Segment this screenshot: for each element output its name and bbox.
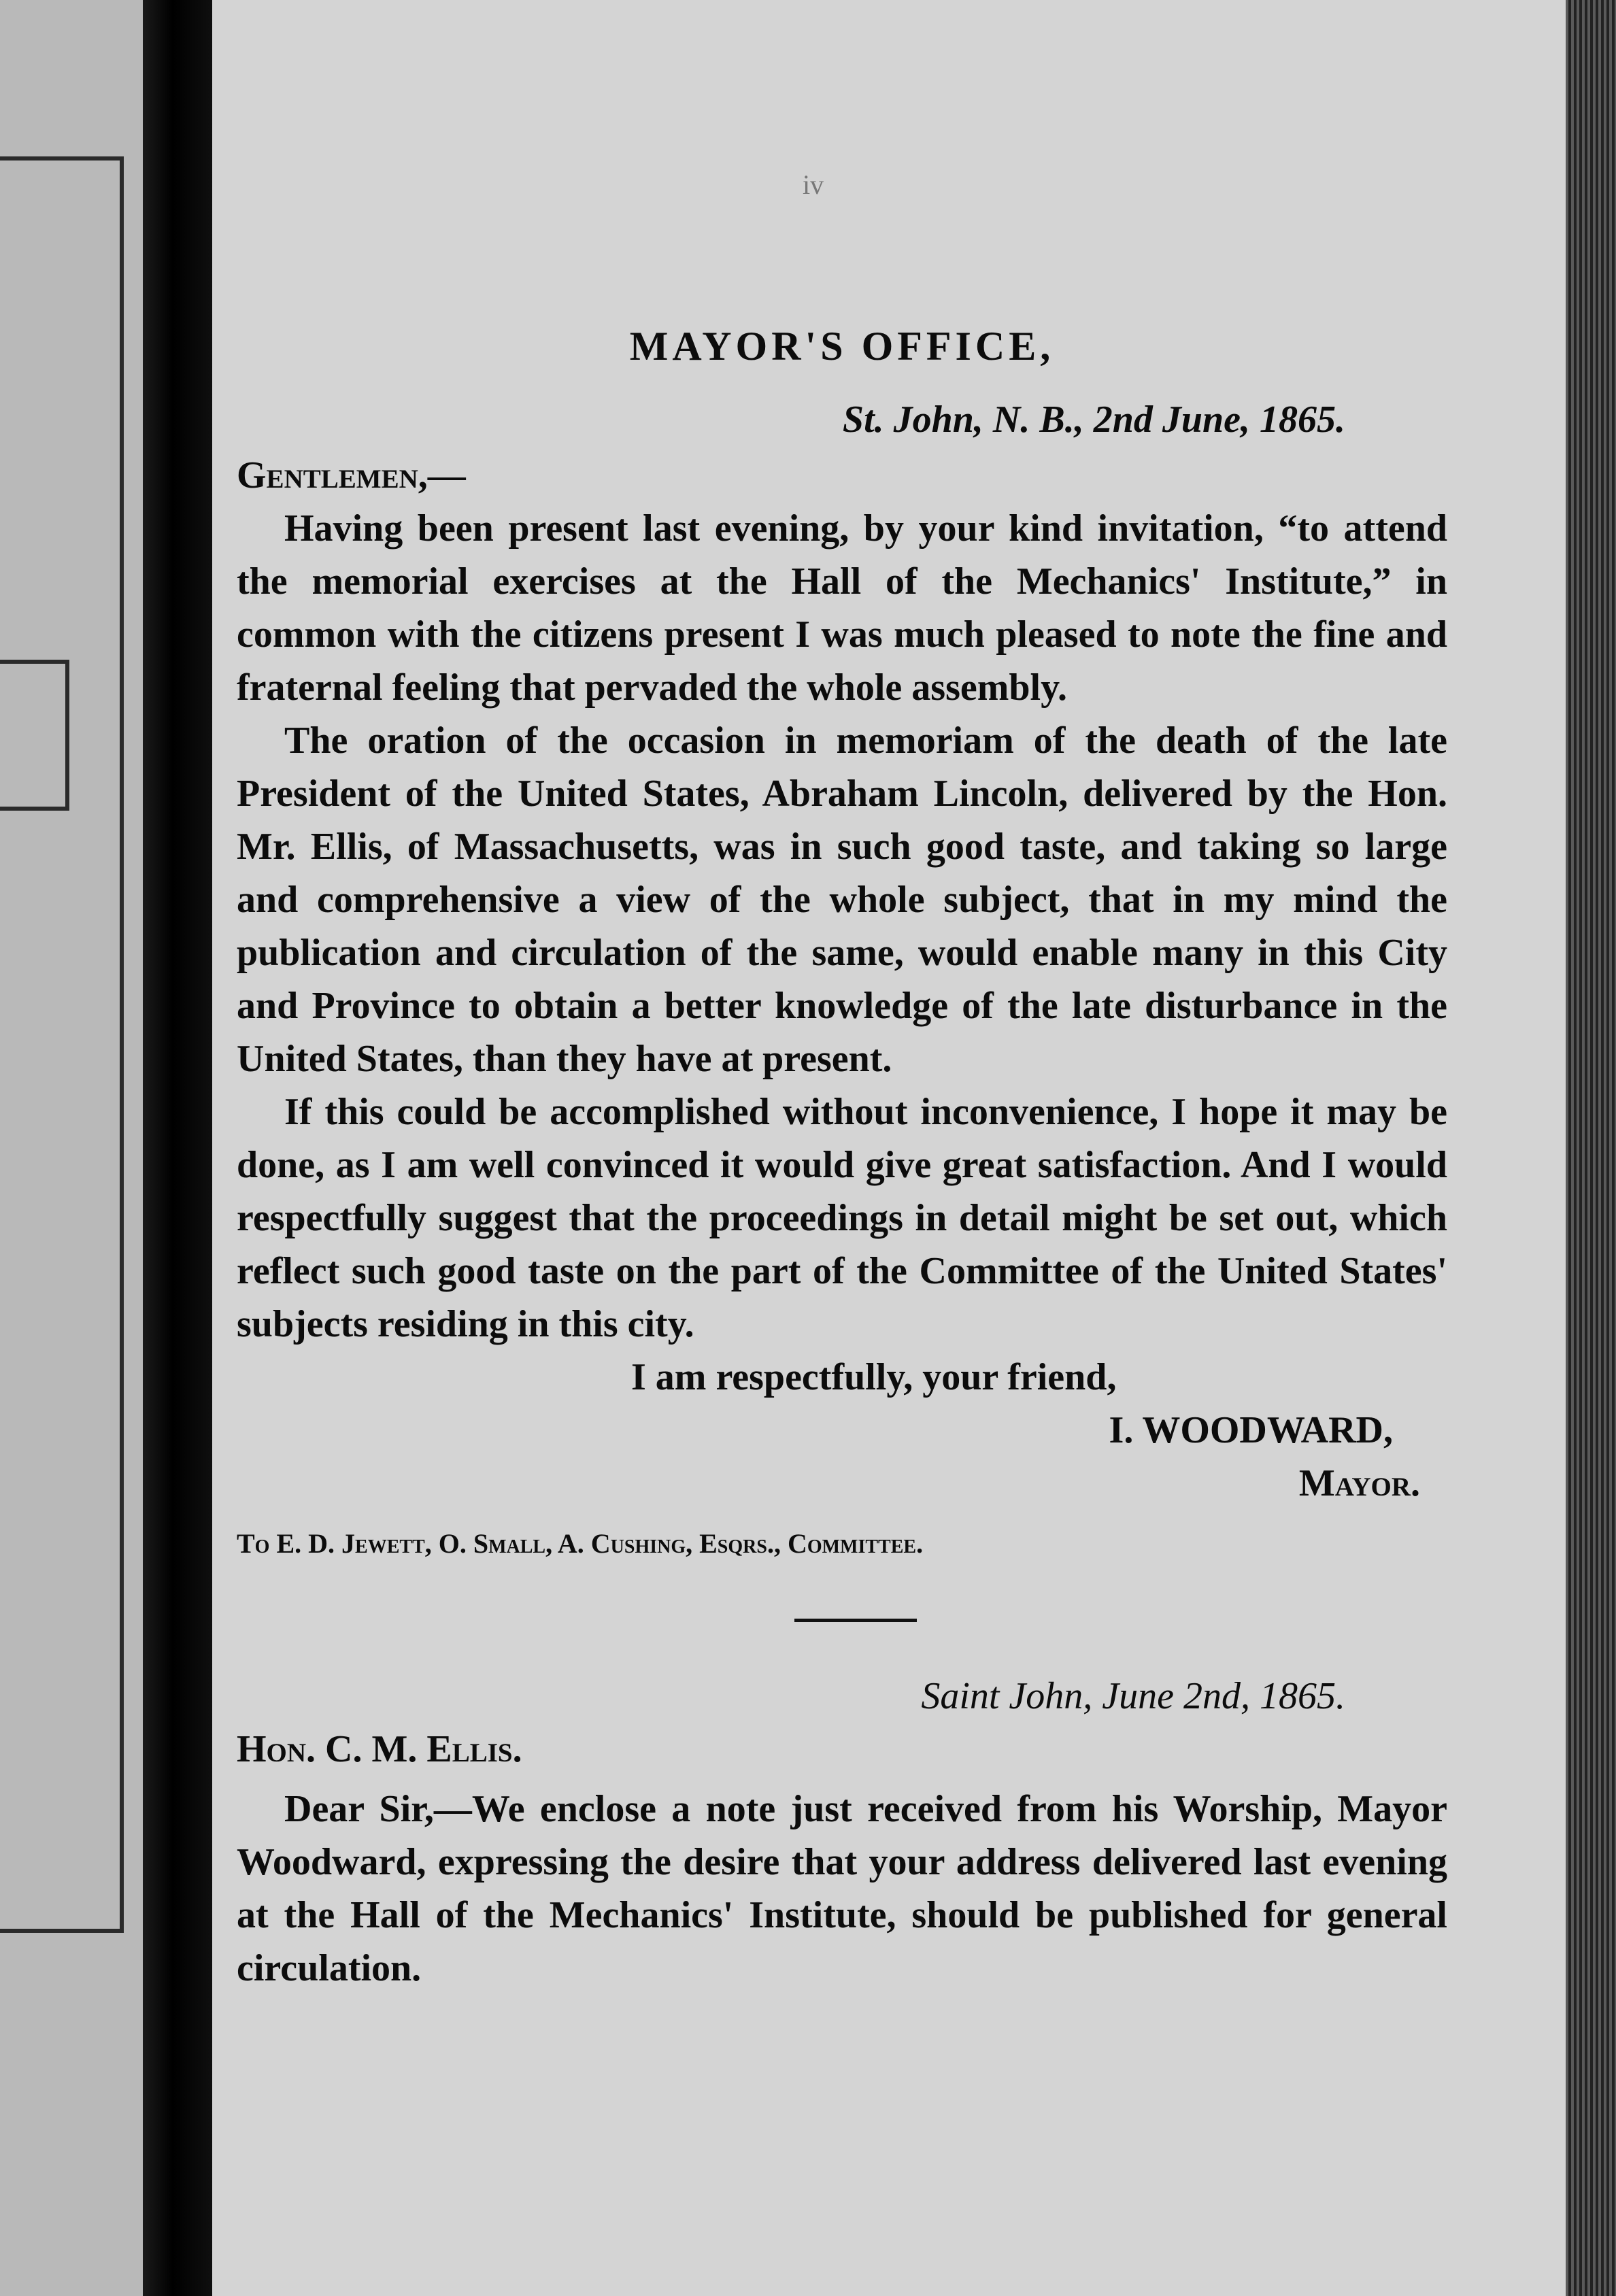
signer-title: Mayor.	[1298, 1462, 1420, 1504]
facing-page-frame	[0, 156, 124, 1933]
letter-paragraph: Having been present last evening, by your kind invitation, “to attend the memorial exercises at the Hall of the Mechanics' Institute,” in common with the citizens present I was much pleased to note the fine and fraternal feeling that pervaded the whole assembly.	[237, 507, 1447, 709]
letter-dateline: St. John, N. B., 2nd June, 1865.	[842, 399, 1345, 441]
book-spine-shadow	[143, 0, 218, 2296]
letter-paragraph: The oration of the occasion in memoriam of the death of the late President of the United States, Abraham Lincoln, delivered by the Hon. Mr. Ellis, of Massachusetts, was in such good taste, and taking so large and comprehensive a view of the whole subject, that in my mind the publication and circulation of the same, would enable many in this City and Province to obtain a better knowledge of the late disturbance in the United States, than they have at present.	[237, 720, 1447, 1080]
letter-paragraph: If this could be accomplished without inconvenience, I hope it may be done, as I am well convinced it would give great satisfaction. And I would respectfully suggest that the proceedings in detail might be set out, which reflect such good taste on the part of the Committee of the United States' subjects residing in this city.	[237, 1091, 1447, 1345]
recipient-line: Hon. C. M. Ellis.	[237, 1728, 522, 1770]
signer-name: I. WOODWARD,	[1109, 1409, 1393, 1451]
salutation: Gentlemen,—	[237, 454, 466, 496]
section-divider	[794, 1619, 917, 1622]
page-content	[237, 320, 1447, 1995]
addressee-line: To E. D. Jewett, O. Small, A. Cushing, Esqrs., Committee.	[237, 1528, 924, 1559]
page-number: iv	[803, 169, 824, 200]
letter-heading: MAYOR'S OFFICE,	[629, 324, 1055, 369]
facing-page-box	[0, 660, 69, 811]
second-letter-paragraph: Dear Sir,—We enclose a note just received from his Worship, Mayor Woodward, expressing the desire that your address delivered last evening at the Hall of the Mechanics' Institute, should be published for general circulation.	[237, 1788, 1447, 1989]
closing-line: I am respectfully, your friend,	[631, 1356, 1117, 1398]
page-stack-edge	[1566, 0, 1616, 2296]
second-letter-dateline: Saint John, June 2nd, 1865.	[921, 1675, 1345, 1717]
